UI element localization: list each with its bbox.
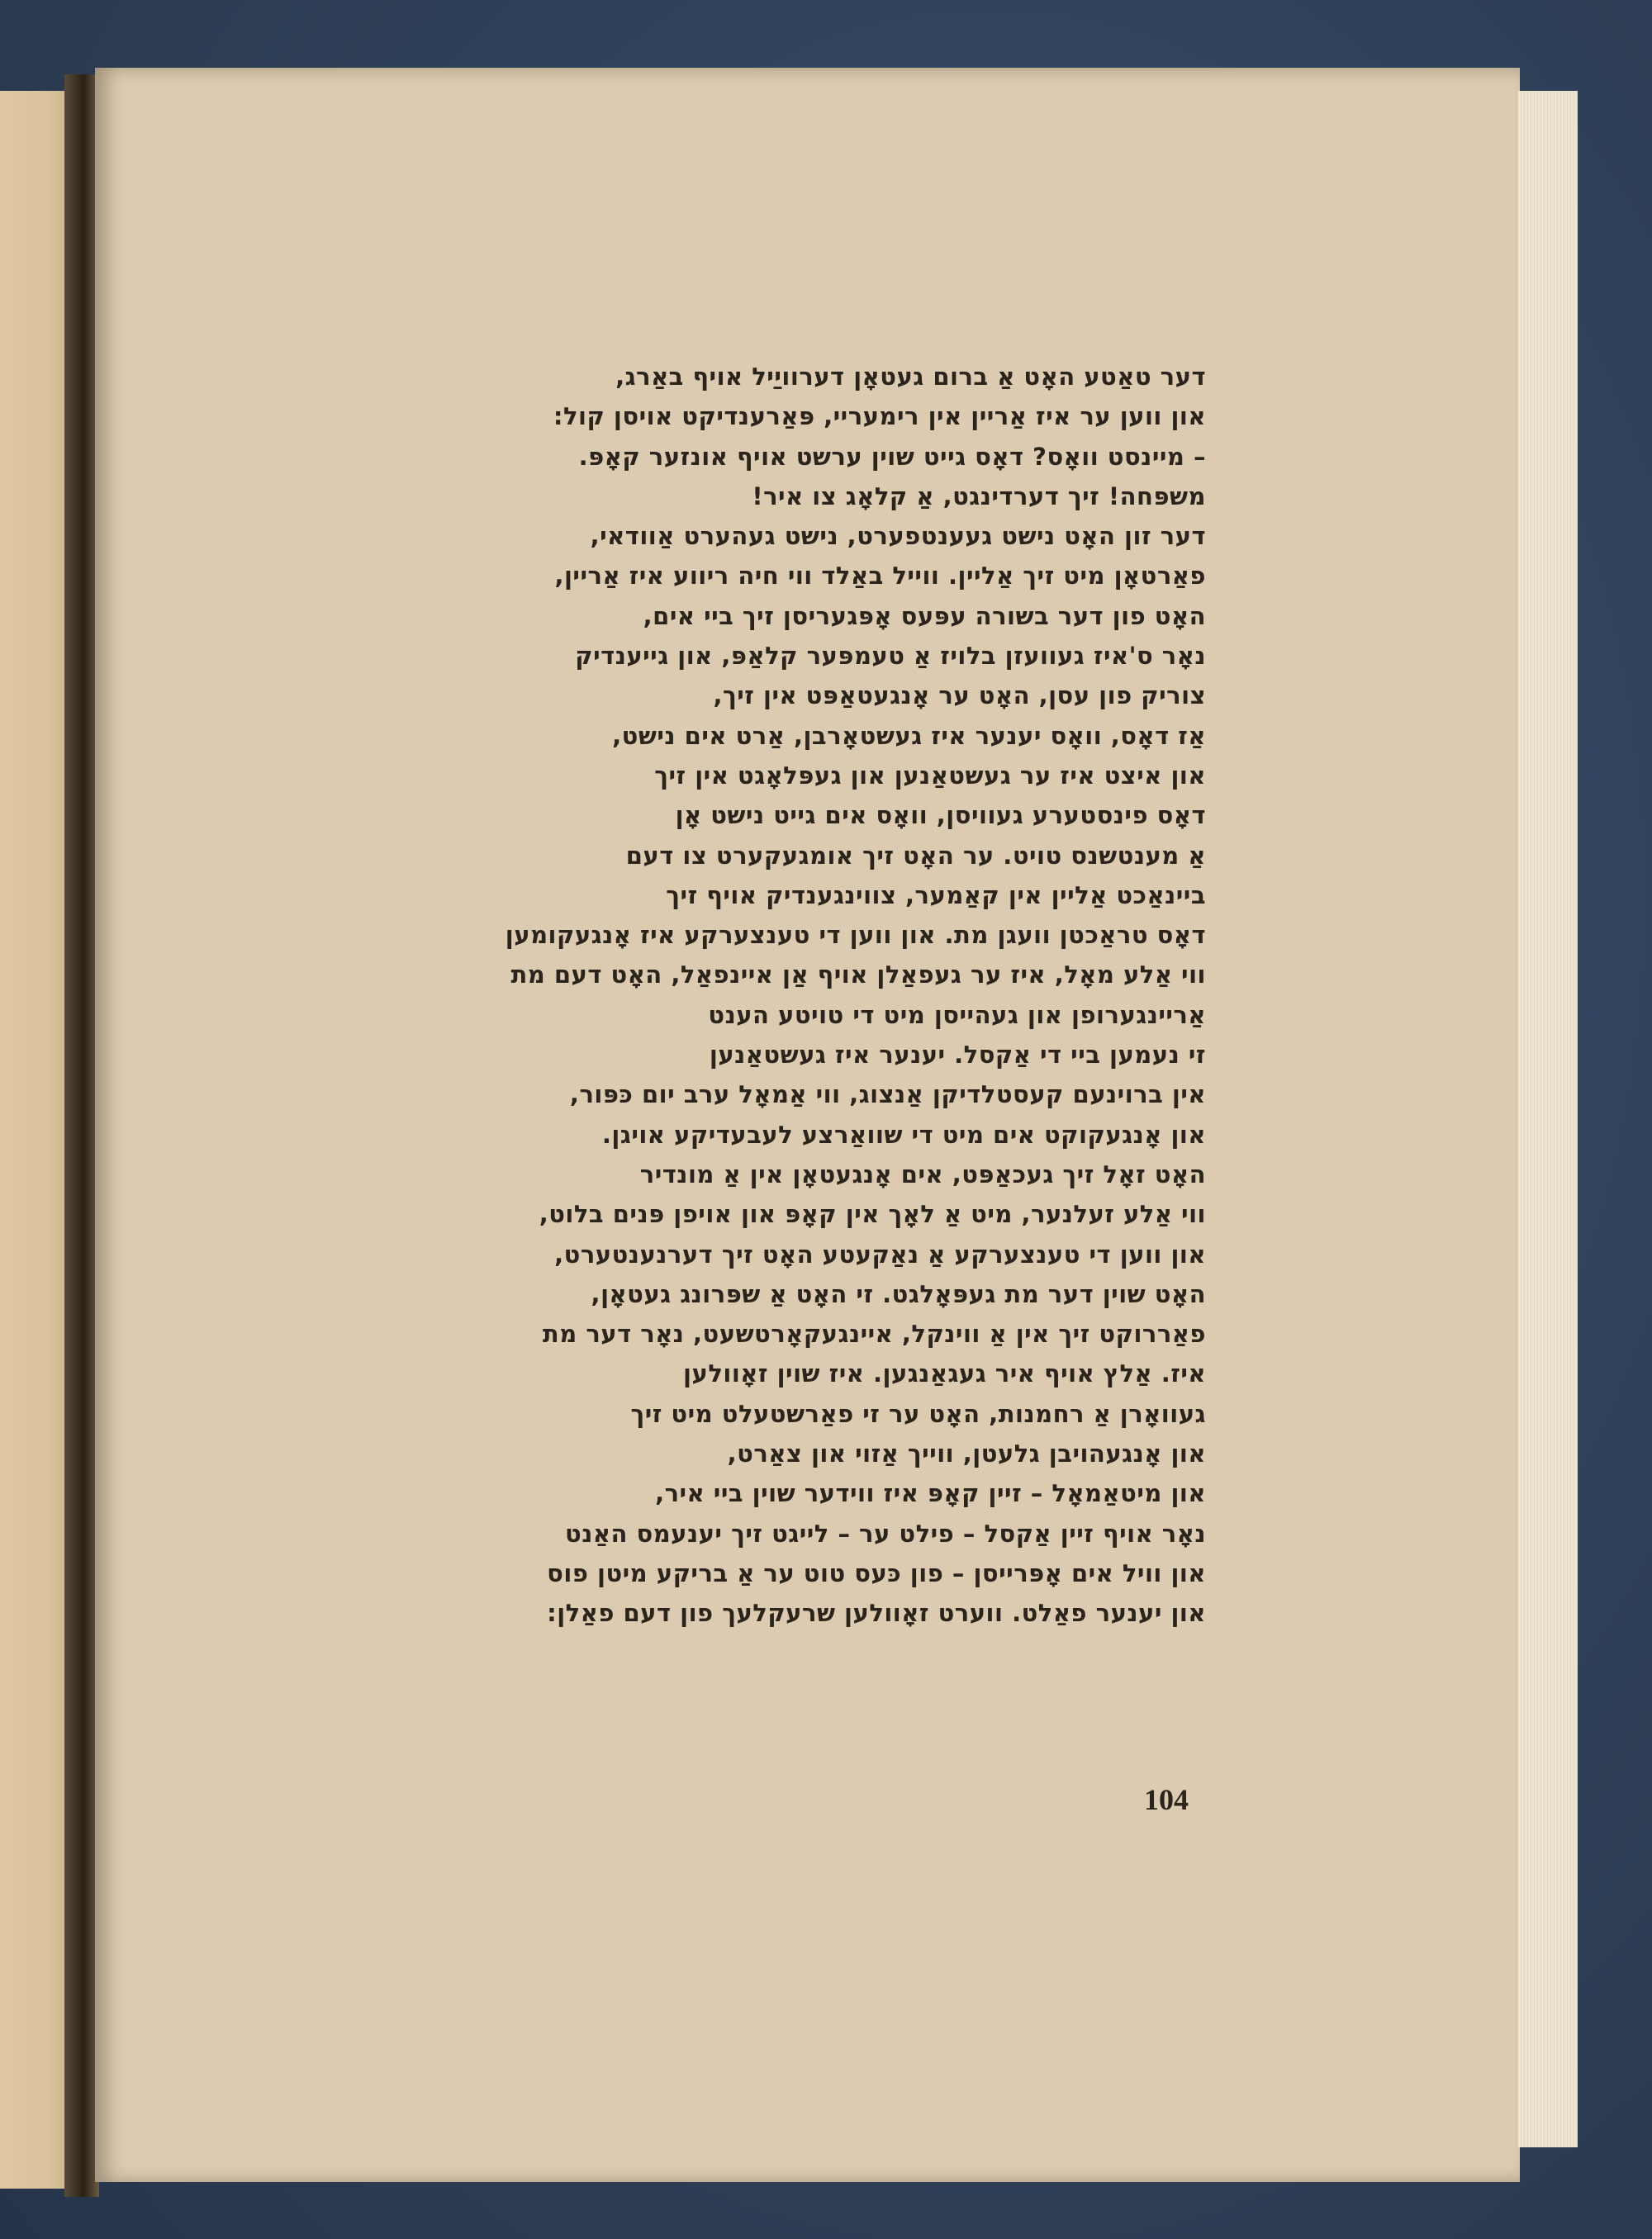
page-block-edge [1518, 91, 1578, 2147]
text-line: און יענער פאַלט. ווערט זאָוולען שרעקלעך פון דעם פאַלן: [547, 1599, 1206, 1628]
text-line: פאַררוקט זיך אין אַ ווינקל, איינגעקאָרטשעט, נאָר דער מת [542, 1320, 1206, 1349]
text-line: ווי אַלע מאָל, איז ער געפאַלן אויף אַן איינפאַל, האָט דעם מת [510, 961, 1206, 989]
text-line: צוריק פון עסן, האָט ער אָנגעטאַפּט אין זיך, [713, 681, 1206, 710]
text-line: און ווען די טענצערקע אַ נאַקעטע האָט זיך דערנענטערט, [554, 1240, 1206, 1269]
text-line: און איצט איז ער געשטאַנען און געפּלאָגט אין זיך [654, 761, 1206, 790]
text-line: פאַרטאָן מיט זיך אַליין. ווייל באַלד ווי חיה ריווע איז אַריין, [554, 562, 1206, 591]
text-line: דאָס טראַכטן וועגן מת. און ווען די טענצערקע איז אָנגעקומען [505, 921, 1206, 950]
text-line: און אָנגעקוקט אים מיט די שוואַרצע לעבעדיקע אויגן. [601, 1120, 1206, 1149]
text-line: אַז דאָס, וואָס יענער איז געשטאָרבן, אַרט אים נישט, [612, 721, 1206, 750]
text-line: משפּחה! זיך דערדינגט, אַ קלאָג צו איר! [752, 481, 1206, 510]
book-gutter [64, 74, 99, 2197]
text-line: און מיטאַמאָל – זיין קאָפּ איז ווידער שוין ביי איר, [655, 1479, 1206, 1508]
text-line: און וויל אים אָפּרייסן – פון כּעס טוט ער אַ בריקע מיטן פוס [547, 1558, 1206, 1587]
text-line: נאָר ס'איז געוועזן בלויז אַ טעמפּער קלאַפּ, און גייענדיק [575, 642, 1206, 671]
text-line: געוואָרן אַ רחמנות, האָט ער זי פאַרשטעלט מיט זיך [630, 1399, 1206, 1428]
text-line: ביינאַכט אַליין אין קאַמער, צווינגענדיק אויף זיך [666, 880, 1206, 909]
text-line: און אָנגעהויבן גלעטן, ווייך אַזוי און צאַרט, [727, 1440, 1206, 1468]
text-line: דער זון האָט נישט געענטפערט, נישט געהערט אַוודאי, [590, 522, 1206, 551]
text-line: דאָס פינסטערע געוויסן, וואָס אים גייט נישט אָן [675, 801, 1206, 830]
text-line: אַ מענטשנס טויט. ער האָט זיך אומגעקערט צו דעם [625, 841, 1206, 870]
text-line: זי נעמען ביי די אַקסל. יענער איז געשטאַנען [709, 1041, 1206, 1070]
page-number: 104 [1144, 1783, 1189, 1816]
text-line: אַריינגערופן און געהייסן מיט די טויטע הענט [708, 1000, 1206, 1029]
body-text [363, 357, 1206, 1634]
text-line: האָט פון דער בשורה עפּעס אָפּגעריסן זיך ביי אים, [643, 601, 1206, 630]
text-line: און ווען ער איז אַריין אין רימעריי, פּאַרענדיקט אויסן קול: [553, 402, 1206, 431]
text-line: נאָר אויף זיין אַקסל – פילט ער – לייגט זיך יענעמס האַנט [565, 1519, 1206, 1548]
text-line: איז. אַלץ אויף איר געגאַנגען. איז שוין זאָוולען [683, 1359, 1206, 1388]
text-line: דער טאַטע האָט אַ ברום געטאָן דערוויַיל אויף באַרג, [615, 363, 1206, 391]
text-line: האָט שוין דער מת געפּאָלגט. זי האָט אַ שפּרונג געטאָן, [591, 1279, 1206, 1308]
text-line: אין ברוינעם קעסטלדיקן אַנצוג, ווי אַמאָל ערב יום כּפּור, [569, 1080, 1206, 1109]
text-line: – מיינסט וואָס? דאָס גייט שוין ערשט אויף אונזער קאָפּ. [578, 442, 1206, 471]
text-line: ווי אַלע זעלנער, מיט אַ לאָך אין קאָפּ און אויפן פּנים בלוט, [539, 1200, 1206, 1229]
text-line: האָט זאָל זיך געכאַפּט, אים אָנגעטאָן אין אַ מונדיר [639, 1160, 1206, 1188]
